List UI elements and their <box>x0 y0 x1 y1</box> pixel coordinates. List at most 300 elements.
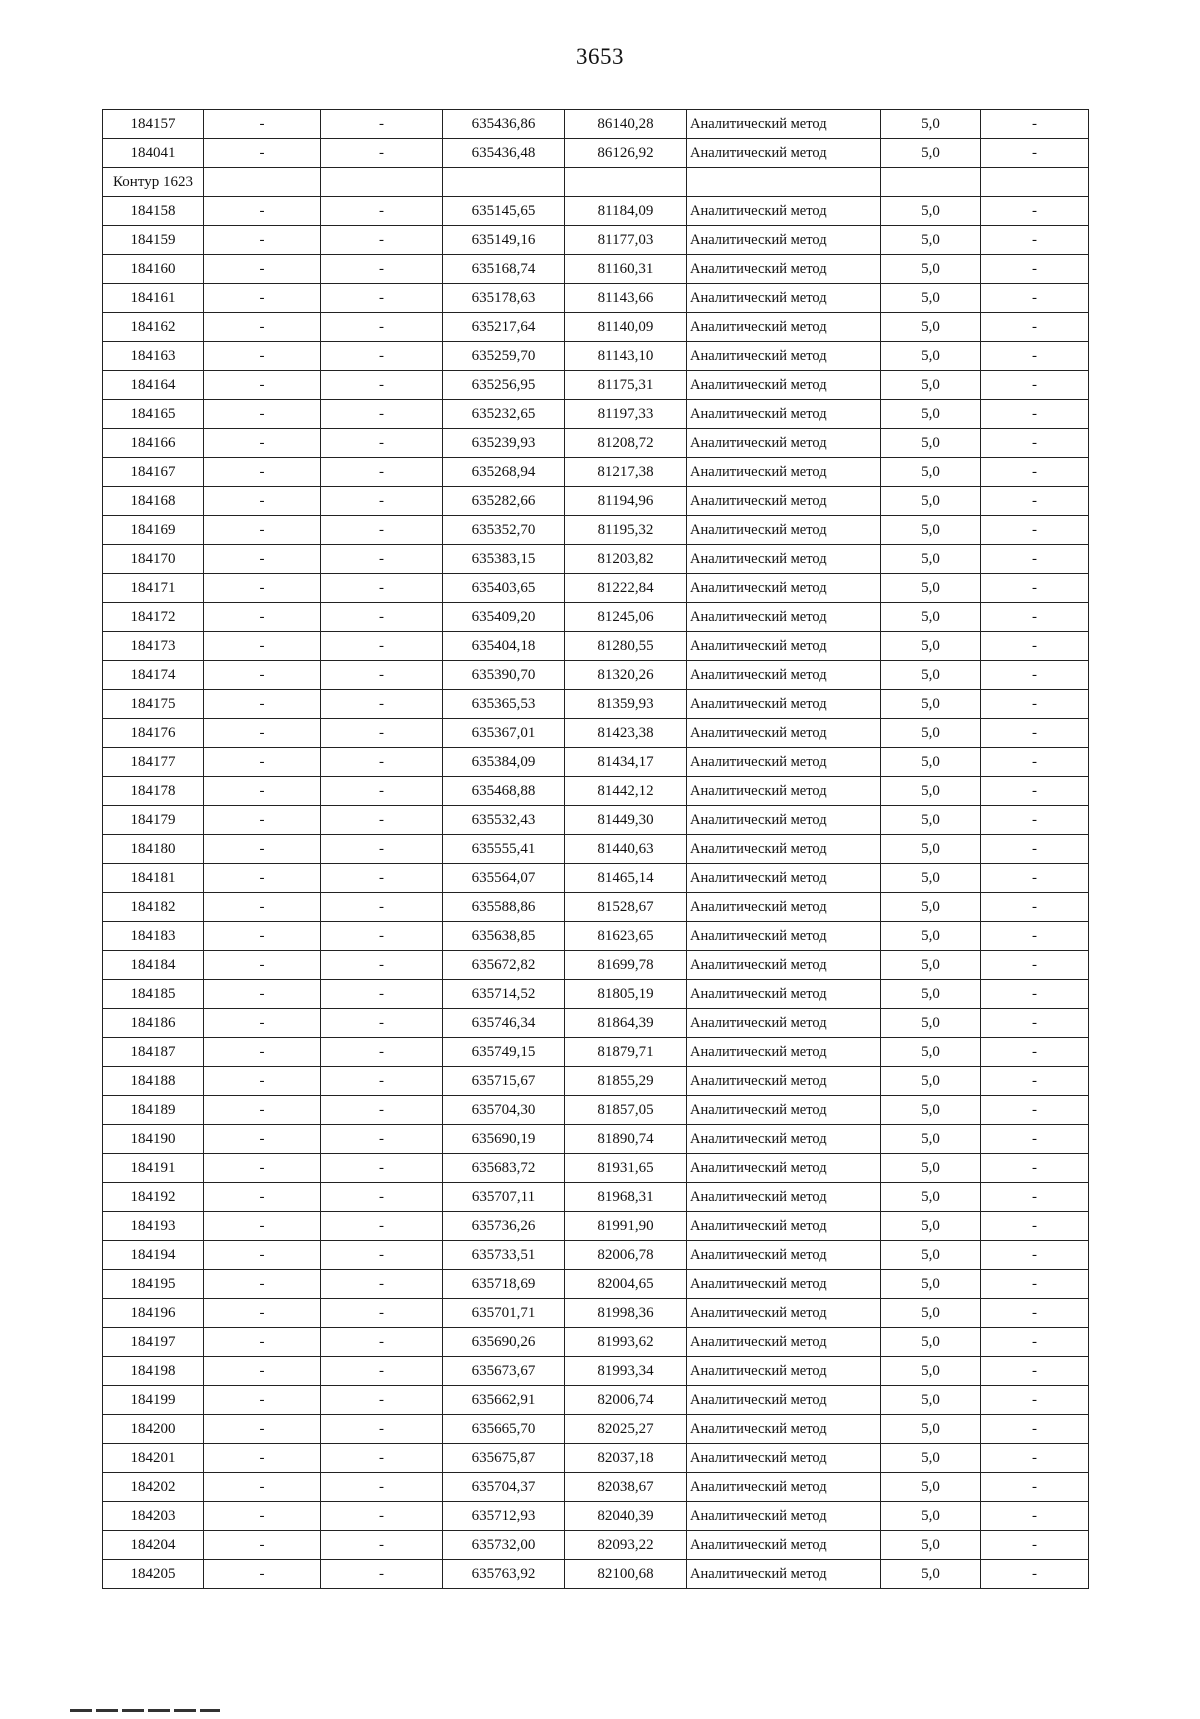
point-id-cell: 184175 <box>103 690 204 719</box>
accuracy-cell: 5,0 <box>881 1299 981 1328</box>
point-id-cell: 184163 <box>103 342 204 371</box>
y-coordinate-cell: 86126,92 <box>565 139 687 168</box>
empty-cell-8: - <box>981 661 1089 690</box>
empty-cell-2: - <box>204 574 321 603</box>
empty-cell-2: - <box>204 806 321 835</box>
accuracy-cell: 5,0 <box>881 690 981 719</box>
y-coordinate-cell: 81440,63 <box>565 835 687 864</box>
empty-cell-3: - <box>321 1183 443 1212</box>
y-coordinate-cell: 81320,26 <box>565 661 687 690</box>
table-row <box>103 1009 1089 1038</box>
empty-cell-3: - <box>321 719 443 748</box>
empty-cell-2: - <box>204 1241 321 1270</box>
empty-cell-2: - <box>204 487 321 516</box>
y-coordinate-cell: 81194,96 <box>565 487 687 516</box>
y-coordinate-cell: 81217,38 <box>565 458 687 487</box>
accuracy-cell: 5,0 <box>881 1038 981 1067</box>
accuracy-cell: 5,0 <box>881 255 981 284</box>
accuracy-cell: 5,0 <box>881 342 981 371</box>
method-cell: Аналитический метод <box>687 1415 881 1444</box>
accuracy-cell: 5,0 <box>881 1502 981 1531</box>
x-coordinate-cell: 635714,52 <box>443 980 565 1009</box>
point-id-cell: 184041 <box>103 139 204 168</box>
y-coordinate-cell: 81528,67 <box>565 893 687 922</box>
empty-cell-3: - <box>321 922 443 951</box>
table-row <box>103 458 1089 487</box>
table-row <box>103 313 1089 342</box>
point-id-cell: 184168 <box>103 487 204 516</box>
table-row <box>103 1096 1089 1125</box>
x-coordinate-cell: 635763,92 <box>443 1560 565 1589</box>
x-coordinate-cell: 635217,64 <box>443 313 565 342</box>
y-coordinate-cell: 81177,03 <box>565 226 687 255</box>
empty-cell-8: - <box>981 197 1089 226</box>
accuracy-cell: 5,0 <box>881 1096 981 1125</box>
y-coordinate-cell: 82040,39 <box>565 1502 687 1531</box>
method-cell: Аналитический метод <box>687 400 881 429</box>
blank-cell <box>687 168 881 197</box>
point-id-cell: 184165 <box>103 400 204 429</box>
empty-cell-8: - <box>981 748 1089 777</box>
method-cell: Аналитический метод <box>687 748 881 777</box>
x-coordinate-cell: 635704,37 <box>443 1473 565 1502</box>
y-coordinate-cell: 81857,05 <box>565 1096 687 1125</box>
table-row <box>103 719 1089 748</box>
empty-cell-8: - <box>981 574 1089 603</box>
table-row <box>103 1067 1089 1096</box>
empty-cell-8: - <box>981 516 1089 545</box>
empty-cell-2: - <box>204 516 321 545</box>
empty-cell-2: - <box>204 864 321 893</box>
empty-cell-8: - <box>981 1009 1089 1038</box>
point-id-cell: 184158 <box>103 197 204 226</box>
point-id-cell: 184199 <box>103 1386 204 1415</box>
point-id-cell: 184192 <box>103 1183 204 1212</box>
point-id-cell: 184181 <box>103 864 204 893</box>
y-coordinate-cell: 81184,09 <box>565 197 687 226</box>
empty-cell-8: - <box>981 342 1089 371</box>
empty-cell-8: - <box>981 1415 1089 1444</box>
y-coordinate-cell: 81931,65 <box>565 1154 687 1183</box>
empty-cell-2: - <box>204 1009 321 1038</box>
empty-cell-3: - <box>321 1212 443 1241</box>
empty-cell-2: - <box>204 400 321 429</box>
method-cell: Аналитический метод <box>687 516 881 545</box>
point-id-cell: 184182 <box>103 893 204 922</box>
empty-cell-3: - <box>321 1067 443 1096</box>
empty-cell-2: - <box>204 1067 321 1096</box>
point-id-cell: 184171 <box>103 574 204 603</box>
table-row <box>103 1386 1089 1415</box>
empty-cell-3: - <box>321 1125 443 1154</box>
empty-cell-8: - <box>981 1502 1089 1531</box>
method-cell: Аналитический метод <box>687 139 881 168</box>
y-coordinate-cell: 81449,30 <box>565 806 687 835</box>
empty-cell-8: - <box>981 1212 1089 1241</box>
method-cell: Аналитический метод <box>687 487 881 516</box>
accuracy-cell: 5,0 <box>881 1531 981 1560</box>
point-id-cell: 184203 <box>103 1502 204 1531</box>
point-id-cell: 184202 <box>103 1473 204 1502</box>
table-row <box>103 893 1089 922</box>
empty-cell-8: - <box>981 835 1089 864</box>
accuracy-cell: 5,0 <box>881 1357 981 1386</box>
table-row <box>103 1154 1089 1183</box>
empty-cell-8: - <box>981 893 1089 922</box>
table-row <box>103 951 1089 980</box>
table-row <box>103 197 1089 226</box>
empty-cell-3: - <box>321 371 443 400</box>
y-coordinate-cell: 81991,90 <box>565 1212 687 1241</box>
y-coordinate-cell: 81160,31 <box>565 255 687 284</box>
table-row <box>103 1125 1089 1154</box>
empty-cell-3: - <box>321 806 443 835</box>
y-coordinate-cell: 81805,19 <box>565 980 687 1009</box>
empty-cell-8: - <box>981 255 1089 284</box>
x-coordinate-cell: 635749,15 <box>443 1038 565 1067</box>
empty-cell-8: - <box>981 110 1089 139</box>
accuracy-cell: 5,0 <box>881 1212 981 1241</box>
empty-cell-8: - <box>981 1531 1089 1560</box>
point-id-cell: 184160 <box>103 255 204 284</box>
y-coordinate-cell: 81203,82 <box>565 545 687 574</box>
blank-cell <box>204 168 321 197</box>
empty-cell-3: - <box>321 139 443 168</box>
point-id-cell: 184178 <box>103 777 204 806</box>
y-coordinate-cell: 81864,39 <box>565 1009 687 1038</box>
table-row <box>103 255 1089 284</box>
method-cell: Аналитический метод <box>687 429 881 458</box>
point-id-cell: 184161 <box>103 284 204 313</box>
method-cell: Аналитический метод <box>687 632 881 661</box>
empty-cell-2: - <box>204 313 321 342</box>
x-coordinate-cell: 635662,91 <box>443 1386 565 1415</box>
x-coordinate-cell: 635149,16 <box>443 226 565 255</box>
accuracy-cell: 5,0 <box>881 458 981 487</box>
blank-cell <box>321 168 443 197</box>
x-coordinate-cell: 635178,63 <box>443 284 565 313</box>
point-id-cell: 184157 <box>103 110 204 139</box>
method-cell: Аналитический метод <box>687 1096 881 1125</box>
empty-cell-2: - <box>204 342 321 371</box>
empty-cell-2: - <box>204 1299 321 1328</box>
empty-cell-2: - <box>204 458 321 487</box>
accuracy-cell: 5,0 <box>881 1241 981 1270</box>
empty-cell-2: - <box>204 922 321 951</box>
method-cell: Аналитический метод <box>687 951 881 980</box>
table-row <box>103 574 1089 603</box>
empty-cell-2: - <box>204 1270 321 1299</box>
empty-cell-8: - <box>981 690 1089 719</box>
accuracy-cell: 5,0 <box>881 429 981 458</box>
empty-cell-8: - <box>981 1183 1089 1212</box>
accuracy-cell: 5,0 <box>881 516 981 545</box>
empty-cell-2: - <box>204 893 321 922</box>
point-id-cell: 184191 <box>103 1154 204 1183</box>
empty-cell-3: - <box>321 1270 443 1299</box>
table-row <box>103 516 1089 545</box>
method-cell: Аналитический метод <box>687 806 881 835</box>
method-cell: Аналитический метод <box>687 1502 881 1531</box>
y-coordinate-cell: 81143,66 <box>565 284 687 313</box>
method-cell: Аналитический метод <box>687 1270 881 1299</box>
method-cell: Аналитический метод <box>687 922 881 951</box>
table-row <box>103 371 1089 400</box>
empty-cell-3: - <box>321 1357 443 1386</box>
x-coordinate-cell: 635383,15 <box>443 545 565 574</box>
accuracy-cell: 5,0 <box>881 1328 981 1357</box>
method-cell: Аналитический метод <box>687 1038 881 1067</box>
point-id-cell: 184197 <box>103 1328 204 1357</box>
y-coordinate-cell: 82037,18 <box>565 1444 687 1473</box>
empty-cell-2: - <box>204 284 321 313</box>
table-row <box>103 429 1089 458</box>
empty-cell-2: - <box>204 255 321 284</box>
table-row <box>103 748 1089 777</box>
y-coordinate-cell: 81890,74 <box>565 1125 687 1154</box>
empty-cell-3: - <box>321 893 443 922</box>
y-coordinate-cell: 81140,09 <box>565 313 687 342</box>
point-id-cell: 184186 <box>103 1009 204 1038</box>
x-coordinate-cell: 635701,71 <box>443 1299 565 1328</box>
method-cell: Аналитический метод <box>687 864 881 893</box>
y-coordinate-cell: 81998,36 <box>565 1299 687 1328</box>
empty-cell-3: - <box>321 1328 443 1357</box>
point-id-cell: 184170 <box>103 545 204 574</box>
empty-cell-3: - <box>321 313 443 342</box>
blank-cell <box>443 168 565 197</box>
x-coordinate-cell: 635736,26 <box>443 1212 565 1241</box>
empty-cell-8: - <box>981 951 1089 980</box>
y-coordinate-cell: 81423,38 <box>565 719 687 748</box>
point-id-cell: 184183 <box>103 922 204 951</box>
empty-cell-2: - <box>204 603 321 632</box>
empty-cell-2: - <box>204 1415 321 1444</box>
empty-cell-2: - <box>204 1502 321 1531</box>
empty-cell-3: - <box>321 951 443 980</box>
table-row <box>103 980 1089 1009</box>
table-row <box>103 922 1089 951</box>
table-row <box>103 1415 1089 1444</box>
method-cell: Аналитический метод <box>687 1067 881 1096</box>
x-coordinate-cell: 635555,41 <box>443 835 565 864</box>
x-coordinate-cell: 635564,07 <box>443 864 565 893</box>
y-coordinate-cell: 81879,71 <box>565 1038 687 1067</box>
accuracy-cell: 5,0 <box>881 110 981 139</box>
y-coordinate-cell: 82006,78 <box>565 1241 687 1270</box>
empty-cell-8: - <box>981 284 1089 313</box>
method-cell: Аналитический метод <box>687 1241 881 1270</box>
empty-cell-2: - <box>204 951 321 980</box>
x-coordinate-cell: 635672,82 <box>443 951 565 980</box>
x-coordinate-cell: 635704,30 <box>443 1096 565 1125</box>
empty-cell-3: - <box>321 1241 443 1270</box>
method-cell: Аналитический метод <box>687 777 881 806</box>
method-cell: Аналитический метод <box>687 1299 881 1328</box>
method-cell: Аналитический метод <box>687 835 881 864</box>
empty-cell-2: - <box>204 835 321 864</box>
x-coordinate-cell: 635367,01 <box>443 719 565 748</box>
method-cell: Аналитический метод <box>687 110 881 139</box>
empty-cell-3: - <box>321 748 443 777</box>
x-coordinate-cell: 635638,85 <box>443 922 565 951</box>
table-row <box>103 1560 1089 1589</box>
method-cell: Аналитический метод <box>687 371 881 400</box>
empty-cell-3: - <box>321 835 443 864</box>
x-coordinate-cell: 635665,70 <box>443 1415 565 1444</box>
point-id-cell: 184204 <box>103 1531 204 1560</box>
empty-cell-8: - <box>981 864 1089 893</box>
point-id-cell: 184205 <box>103 1560 204 1589</box>
empty-cell-3: - <box>321 1009 443 1038</box>
table-row <box>103 777 1089 806</box>
empty-cell-3: - <box>321 255 443 284</box>
y-coordinate-cell: 82025,27 <box>565 1415 687 1444</box>
x-coordinate-cell: 635588,86 <box>443 893 565 922</box>
empty-cell-8: - <box>981 980 1089 1009</box>
empty-cell-2: - <box>204 226 321 255</box>
method-cell: Аналитический метод <box>687 980 881 1009</box>
point-id-cell: 184196 <box>103 1299 204 1328</box>
table-row <box>103 1299 1089 1328</box>
empty-cell-8: - <box>981 226 1089 255</box>
y-coordinate-cell: 81143,10 <box>565 342 687 371</box>
accuracy-cell: 5,0 <box>881 487 981 516</box>
x-coordinate-cell: 635384,09 <box>443 748 565 777</box>
empty-cell-8: - <box>981 1328 1089 1357</box>
table-row <box>103 603 1089 632</box>
point-id-cell: 184201 <box>103 1444 204 1473</box>
empty-cell-2: - <box>204 661 321 690</box>
method-cell: Аналитический метод <box>687 1154 881 1183</box>
x-coordinate-cell: 635232,65 <box>443 400 565 429</box>
x-coordinate-cell: 635468,88 <box>443 777 565 806</box>
method-cell: Аналитический метод <box>687 1357 881 1386</box>
empty-cell-3: - <box>321 661 443 690</box>
x-coordinate-cell: 635239,93 <box>443 429 565 458</box>
y-coordinate-cell: 81968,31 <box>565 1183 687 1212</box>
table-body <box>103 110 1089 1589</box>
empty-cell-8: - <box>981 603 1089 632</box>
table-row <box>103 690 1089 719</box>
x-coordinate-cell: 635673,67 <box>443 1357 565 1386</box>
empty-cell-8: - <box>981 487 1089 516</box>
accuracy-cell: 5,0 <box>881 806 981 835</box>
empty-cell-3: - <box>321 1444 443 1473</box>
y-coordinate-cell: 81175,31 <box>565 371 687 400</box>
accuracy-cell: 5,0 <box>881 1270 981 1299</box>
x-coordinate-cell: 635403,65 <box>443 574 565 603</box>
method-cell: Аналитический метод <box>687 574 881 603</box>
point-id-cell: 184159 <box>103 226 204 255</box>
point-id-cell: 184169 <box>103 516 204 545</box>
table-row <box>103 1444 1089 1473</box>
empty-cell-3: - <box>321 574 443 603</box>
x-coordinate-cell: 635268,94 <box>443 458 565 487</box>
method-cell: Аналитический метод <box>687 1125 881 1154</box>
x-coordinate-cell: 635436,86 <box>443 110 565 139</box>
x-coordinate-cell: 635733,51 <box>443 1241 565 1270</box>
method-cell: Аналитический метод <box>687 603 881 632</box>
empty-cell-3: - <box>321 342 443 371</box>
empty-cell-3: - <box>321 1038 443 1067</box>
empty-cell-8: - <box>981 1241 1089 1270</box>
accuracy-cell: 5,0 <box>881 1386 981 1415</box>
empty-cell-3: - <box>321 603 443 632</box>
empty-cell-2: - <box>204 1386 321 1415</box>
table-row <box>103 661 1089 690</box>
empty-cell-8: - <box>981 1067 1089 1096</box>
empty-cell-3: - <box>321 1096 443 1125</box>
x-coordinate-cell: 635707,11 <box>443 1183 565 1212</box>
accuracy-cell: 5,0 <box>881 835 981 864</box>
empty-cell-8: - <box>981 777 1089 806</box>
accuracy-cell: 5,0 <box>881 719 981 748</box>
empty-cell-3: - <box>321 690 443 719</box>
contour-label: Контур 1623 <box>103 168 204 197</box>
accuracy-cell: 5,0 <box>881 226 981 255</box>
empty-cell-3: - <box>321 632 443 661</box>
empty-cell-2: - <box>204 719 321 748</box>
empty-cell-2: - <box>204 110 321 139</box>
method-cell: Аналитический метод <box>687 1009 881 1038</box>
empty-cell-3: - <box>321 1386 443 1415</box>
method-cell: Аналитический метод <box>687 1560 881 1589</box>
table-row <box>103 545 1089 574</box>
method-cell: Аналитический метод <box>687 1212 881 1241</box>
empty-cell-3: - <box>321 197 443 226</box>
accuracy-cell: 5,0 <box>881 632 981 661</box>
x-coordinate-cell: 635168,74 <box>443 255 565 284</box>
point-id-cell: 184162 <box>103 313 204 342</box>
empty-cell-8: - <box>981 1096 1089 1125</box>
point-id-cell: 184173 <box>103 632 204 661</box>
accuracy-cell: 5,0 <box>881 864 981 893</box>
accuracy-cell: 5,0 <box>881 951 981 980</box>
empty-cell-8: - <box>981 632 1089 661</box>
y-coordinate-cell: 81855,29 <box>565 1067 687 1096</box>
x-coordinate-cell: 635690,26 <box>443 1328 565 1357</box>
y-coordinate-cell: 81623,65 <box>565 922 687 951</box>
empty-cell-3: - <box>321 1154 443 1183</box>
empty-cell-8: - <box>981 1560 1089 1589</box>
x-coordinate-cell: 635404,18 <box>443 632 565 661</box>
empty-cell-8: - <box>981 1386 1089 1415</box>
accuracy-cell: 5,0 <box>881 1125 981 1154</box>
x-coordinate-cell: 635259,70 <box>443 342 565 371</box>
accuracy-cell: 5,0 <box>881 777 981 806</box>
point-id-cell: 184164 <box>103 371 204 400</box>
empty-cell-2: - <box>204 1473 321 1502</box>
method-cell: Аналитический метод <box>687 255 881 284</box>
accuracy-cell: 5,0 <box>881 1067 981 1096</box>
method-cell: Аналитический метод <box>687 313 881 342</box>
empty-cell-8: - <box>981 1299 1089 1328</box>
point-id-cell: 184193 <box>103 1212 204 1241</box>
empty-cell-8: - <box>981 1038 1089 1067</box>
table-row <box>103 1357 1089 1386</box>
empty-cell-2: - <box>204 545 321 574</box>
empty-cell-2: - <box>204 632 321 661</box>
empty-cell-8: - <box>981 139 1089 168</box>
point-id-cell: 184195 <box>103 1270 204 1299</box>
empty-cell-8: - <box>981 1473 1089 1502</box>
empty-cell-2: - <box>204 1154 321 1183</box>
table-row <box>103 835 1089 864</box>
accuracy-cell: 5,0 <box>881 371 981 400</box>
empty-cell-3: - <box>321 1473 443 1502</box>
point-id-cell: 184194 <box>103 1241 204 1270</box>
